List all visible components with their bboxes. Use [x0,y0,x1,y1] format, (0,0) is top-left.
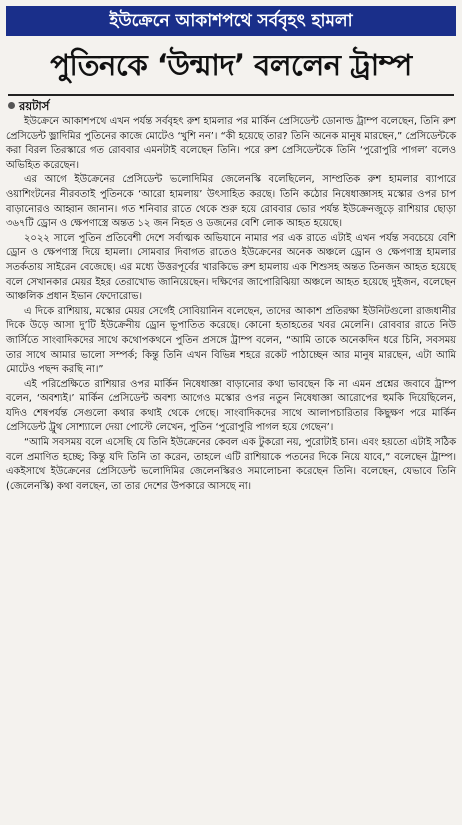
headline-divider [8,94,454,96]
byline [8,99,456,113]
headline: পুতিনকে ‘উন্মাদ’ বললেন ট্রাম্প [50,48,412,82]
kicker-banner: ইউক্রেনে আকাশপথে সর্ববৃহৎ হামলা [6,6,456,36]
byline-source: রয়টার্স [19,99,50,113]
paragraph: “আমি সবসময় বলে এসেছি যে তিনি ইউক্রেনের কেবল এক টুকরো নয়, পুরোটাই চান। এবং হয়তো এটাই সঠিক বলে প্রমাণিত হচ্ছে; কিন্তু যদি তিনি তা করেন, তাহলে এটি রাশিয়াকে পতনের দিকে নিয়ে যাবে,” বলেছেন ট্রাম্প। একইসাথে ইউক্রেনের প্রেসিডেন্ট ভলোদিমির জেলেনস্কিরও সমালোচনা করেছেন তিনি। বলেছেন, যেভাবে তিনি (জেলেনস্কি) কথা বলছেন, তা তার দেশের উপকারে আসছে না। [6,437,456,492]
paragraph: এ দিকে রাশিয়ায়, মস্কোর মেয়র সের্গেই সোবিয়ানিন বলেছেন, তাদের আকাশ প্রতিরক্ষা ইউনিটগুলো রাজধানীর দিকে উড়ে আসা দু’টি ইউক্রেনীয় ড্রোন ভূপাতিত করেছে। কোনো হতাহতের খবর মেলেনি। রোববার রাতে নিউ জার্সিতে সাংবাদিকদের সাথে কথোপকথনে পুতিন প্রসঙ্গে ট্রাম্প বলেন, “আমি তাকে অনেকদিন ধরে চিনি, সবসময় তার সাথে আমার ভালো সম্পর্ক; কিন্তু তিনি এখন বিভিন্ন শহরে রকেট পাঠাচ্ছেন আর মানুষ মারছেন, এটা আমি মোটেও পছন্দ করছি না।” [6,305,456,376]
paragraph: এর আগে ইউক্রেনের প্রেসিডেন্ট ভলোদিমির জেলেনস্কি বলেছিলেন, সাম্প্রতিক রুশ হামলার ব্যাপারে ওয়াশিংটনের নীরবতাই পুতিনকে ‘আরো হামলায়’ উৎসাহিত করছে। তিনি কঠোর নিষেধাজ্ঞাসহ মস্কোর ওপর চাপ বাড়ানোরও আহ্বান জানান। গত শনিবার রাতে থেকে শুরু হয়ে রোববার ভোর পর্যন্ত ইউক্রেনজুড়ে রাশিয়ার ছোড়া ৩৬৭টি ড্রোন ও ক্ষেপণাস্ত্রে অন্তত ১২ জন নিহত ও ডজনের বেশি লোক আহত হয়েছে। [6,174,456,230]
paragraph: এই পরিপ্রেক্ষিতে রাশিয়ার ওপর মার্কিন নিষেধাজ্ঞা বাড়ানোর কথা ভাবছেন কি না এমন প্রশ্নের জবাবে ট্রাম্প বলেন, ‘অবশ্যই।’ মার্কিন প্রেসিডেন্ট অবশ্য আগেও মস্কোর ওপর নতুন নিষেধাজ্ঞা আরোপের হুমকি দিয়েছিলেন, যদিও শেষপর্যন্ত সেগুলো কথার কথাই থেকে গেছে। সাংবাদিকদের সাথে আলাপচারিতার কিছুক্ষণ পরে মার্কিন প্রেসিডেন্ট ট্রুথ সোশ্যালে দেয়া পোস্টে লেখেন, পুতিন ‘পুরোপুরি পাগল হয়ে গেছেন’। [6,378,456,434]
bullet-icon [8,102,15,109]
paragraph: ২০২২ সালে পুতিন প্রতিবেশী দেশে সর্বাত্মক অভিযানে নামার পর এক রাতে এটাই এখন পর্যন্ত সবচেয়ে বেশি ড্রোন ও ক্ষেপণাস্ত্র দিয়ে হামলা। সোমবার দিবাগত রাতেও ইউক্রেনের অনেক অঞ্চলে ড্রোন ও ক্ষেপণাস্ত্র হামলার সতর্কতায় সাইরেন বেজেছে। এর মধ্যে উত্তরপূর্বের খারকিভে রুশ হামলায় এক শিশুসহ অন্তত তিনজন আহত হয়েছে বলে সেখানকার মেয়র ইহর তেরাখোভ জানিয়েছেন। দক্ষিণের জাপোরিঝিয়া অঞ্চলে আহত হয়েছে দুইজন, বলেছেন আঞ্চলিক প্রধান ইভান ফেদোরোভ। [6,232,456,303]
article-body [6,115,456,494]
paragraph: ইউক্রেনে আকাশপথে এখন পর্যন্ত সর্ববৃহৎ রুশ হামলার পর মার্কিন প্রেসিডেন্ট ডোনাল্ড ট্রাম্প বলেছেন, তিনি রুশ প্রেসিডেন্ট ভ্লাদিমির পুতিনের কাজে মোটেও ‘খুশি নন’। “কী হয়েছে তার? তিনি অনেক মানুষ মারছেন,” প্রেসিডেন্টকে করা বিরল তিরস্কারে গত রোববার এমনটাই বলেছেন তিনি। পরে রুশ প্রেসিডেন্টকে তিনি ‘পুরোপুরি পাগল’ বলেও অভিহিত করেছেন। [6,116,456,171]
